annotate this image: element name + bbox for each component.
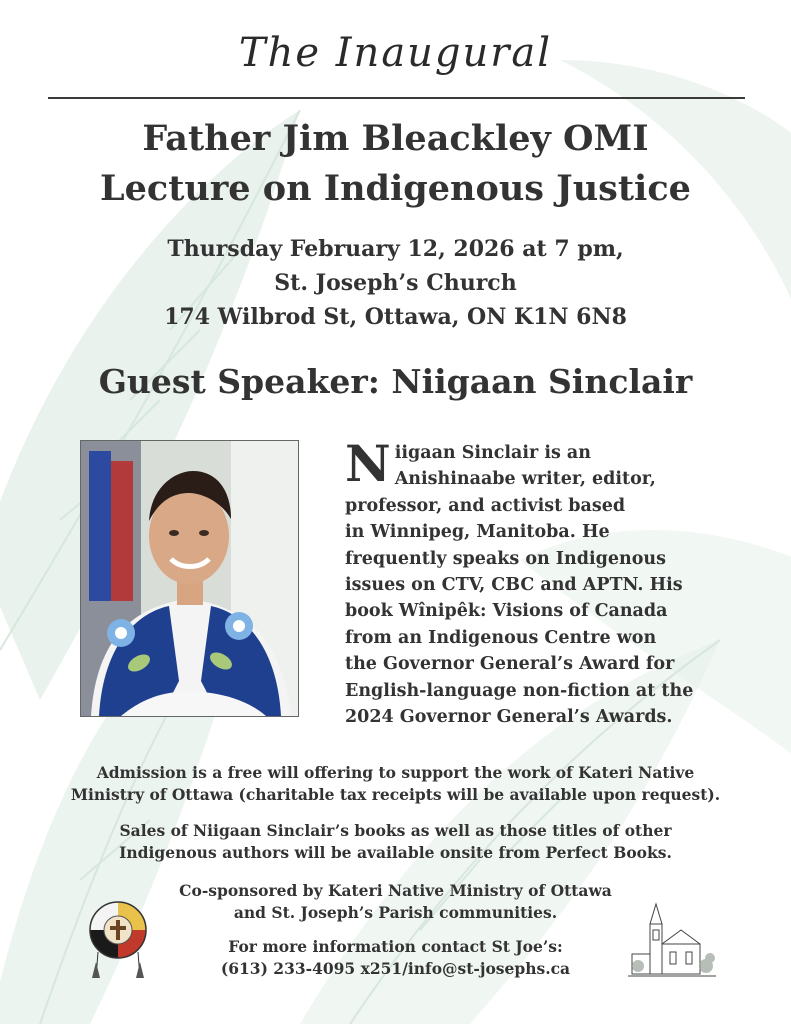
bio-line: English-language non-fiction at the bbox=[345, 680, 694, 701]
bio-line: book Wînipêk: Visions of Canada bbox=[345, 601, 668, 622]
medicine-wheel-cross-icon bbox=[88, 900, 148, 982]
bio-line: from an Indigenous Centre won bbox=[345, 627, 657, 648]
contact-line-1: For more information contact St Joe’s: bbox=[228, 937, 563, 956]
book-sales-note bbox=[0, 820, 791, 864]
speaker-portrait-illustration bbox=[81, 441, 298, 716]
admission-note bbox=[0, 762, 791, 806]
event-date: Thursday February 12, 2026 at 7 pm, bbox=[167, 236, 624, 262]
event-venue: St. Joseph’s Church bbox=[274, 270, 517, 296]
speaker-photo bbox=[80, 440, 299, 717]
lecture-title-line-1: Father Jim Bleackley OMI bbox=[142, 118, 649, 159]
speaker-bio bbox=[345, 434, 745, 730]
divider-rule bbox=[48, 97, 745, 99]
event-address: 174 Wilbrod St, Ottawa, ON K1N 6N8 bbox=[164, 304, 627, 330]
bio-line: 2024 Governor General’s Awards. bbox=[345, 707, 673, 728]
bio-line: professor, and activist based bbox=[345, 495, 626, 516]
cosponsor-line-1: Co-sponsored by Kateri Native Ministry of Ottawa bbox=[179, 881, 612, 900]
sales-line-1: Sales of Niigaan Sinclair’s books as well as those titles of other bbox=[119, 821, 672, 840]
bio-line: frequently speaks on Indigenous bbox=[345, 548, 666, 569]
sales-line-2: Indigenous authors will be available onsite from Perfect Books. bbox=[119, 843, 672, 862]
admission-line-2: Ministry of Ottawa (charitable tax receipts will be available upon request). bbox=[70, 785, 721, 804]
bio-dropcap: N bbox=[345, 434, 391, 493]
inaugural-heading: The Inaugural bbox=[238, 30, 553, 76]
bio-line: Anishinaabe writer, editor, bbox=[394, 469, 656, 490]
cosponsor-line-2: and St. Joseph’s Parish communities. bbox=[233, 903, 558, 922]
admission-line-1: Admission is a free will offering to support the work of Kateri Native bbox=[96, 763, 695, 782]
bio-line: in Winnipeg, Manitoba. He bbox=[345, 522, 610, 543]
bio-line: issues on CTV, CBC and APTN. His bbox=[345, 575, 683, 596]
bio-line: iigaan Sinclair is an bbox=[394, 443, 591, 463]
contact-line-2: (613) 233-4095 x251/info@st-josephs.ca bbox=[220, 959, 571, 978]
lecture-title-line-2: Lecture on Indigenous Justice bbox=[100, 168, 691, 209]
guest-speaker-heading: Guest Speaker: Niigaan Sinclair bbox=[98, 362, 693, 401]
church-illustration-icon bbox=[628, 900, 716, 984]
bio-line: the Governor General’s Award for bbox=[345, 654, 675, 675]
